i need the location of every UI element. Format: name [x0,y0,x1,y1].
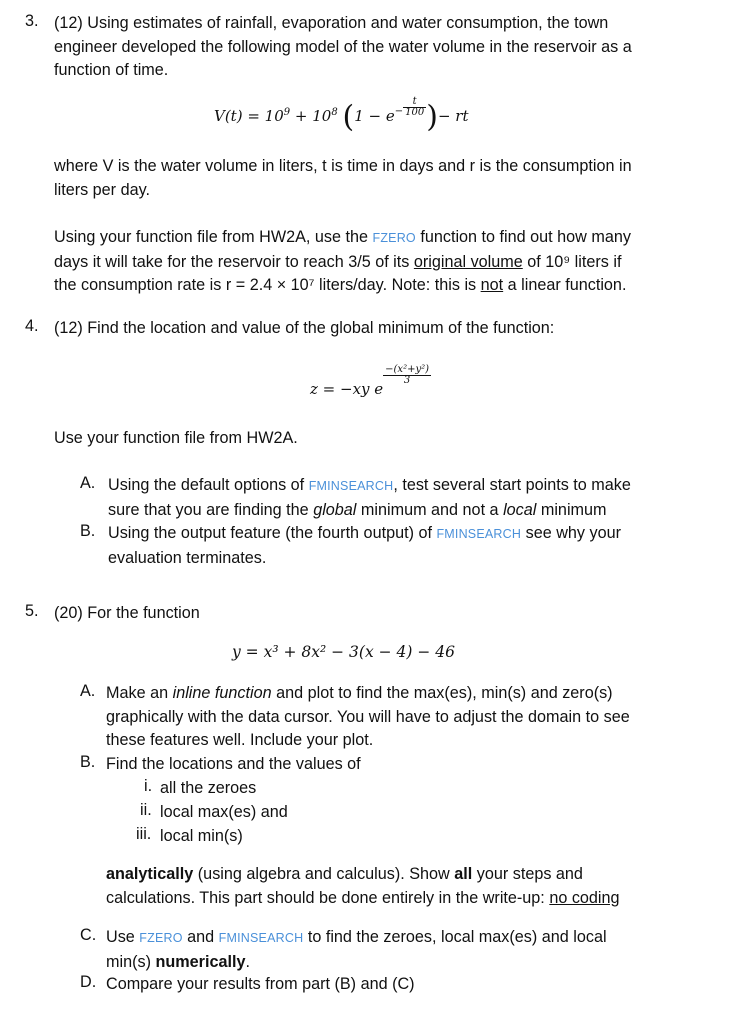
q3-exponent-fraction: $\frac{t}{100}$ [405,96,425,118]
q3-line-3: function of time. [54,61,169,79]
q5-part-c: Use FZERO and FMINSEARCH to find the zeroes, local max(es) and local min(s) numerically. [106,928,607,971]
question-3-text [54,12,734,83]
q4-part-b: Using the output feature (the fourth output) of FMINSEARCH see why your evaluation terminates. [108,524,621,567]
q5-part-a: Make an inline function and plot to find the max(es), min(s) and zero(s) graphically with the data cursor. You will have to adjust the domain to see these features well. Include your plot. [106,684,630,749]
q5-part-d-label: D. [80,973,97,991]
q5-part-c-label: C. [80,926,97,944]
fzero-keyword: FZERO [139,931,183,945]
q4-use-text: Use your function file from HW2A. [54,429,298,447]
q5-equation: y = x³ + 8x² − 3(x − 4) − 46 [232,643,456,661]
question-5-text: (20) For the function [54,604,200,622]
q5-part-b-label: B. [80,753,96,771]
fminsearch-keyword: FMINSEARCH [308,479,394,493]
q4-part-a-label: A. [80,474,96,492]
q5-sub-i-label: i. [144,777,153,795]
q5-analytically-note: analytically (using algebra and calculus). Show all your steps and calculations. This part should be done entirely in the write-up: no coding [106,865,620,907]
q4-exponent-fraction: $\frac{\text{−(x²+y²)}}{3}$ [385,364,430,386]
q5-sub-iii: local min(s) [160,827,243,845]
fzero-keyword: FZERO [372,231,416,245]
q5-sub-i: all the zeroes [160,779,257,797]
q5-part-b: Find the locations and the values of [106,755,361,773]
q5-part-a-label: A. [80,682,96,700]
q3-equation: $V(t) = 10^9 + 10^8$ (1 − e− $\frac{t}{100}$ )− rt [214,96,469,135]
q5-part-d: Compare your results from part (B) and (C) [106,975,415,993]
q4-equation: z = −xy e $\frac{\text{−(x²+y²)}}{3}$ [310,364,430,398]
q5-sub-ii: local max(es) and [160,803,288,821]
fminsearch-keyword: FMINSEARCH [218,931,304,945]
q3-line-2: engineer developed the following model of the water volume in the reservoir as a [54,37,632,56]
question-3-number: 3. [25,12,39,30]
fminsearch-keyword: FMINSEARCH [436,527,522,541]
question-4-text: (12) Find the location and value of the global minimum of the function: [54,319,555,337]
q4-part-a: Using the default options of FMINSEARCH, test several start points to make sure that you are finding the global minimum and not a local minimum [108,476,631,519]
q3-where-text: where V is the water volume in liters, t is time in days and r is the consumption in liters per day. [54,157,632,199]
question-5-number: 5. [25,602,39,620]
question-4-number: 4. [25,317,39,335]
q3-instructions: Using your function file from HW2A, use the FZERO function to find out how many days it will take for the reservoir to reach 3/5 of its original volume of 10⁹ liters if the consumption rate is r = 2.4 × 10⁷ liters/day. Note: this is not a linear function. [54,228,631,294]
q5-sub-ii-label: ii. [140,801,152,819]
q5-sub-iii-label: iii. [136,825,152,843]
q4-part-b-label: B. [80,522,96,540]
q3-line-1: (12) Using estimates of rainfall, evaporation and water consumption, the town [54,14,609,32]
